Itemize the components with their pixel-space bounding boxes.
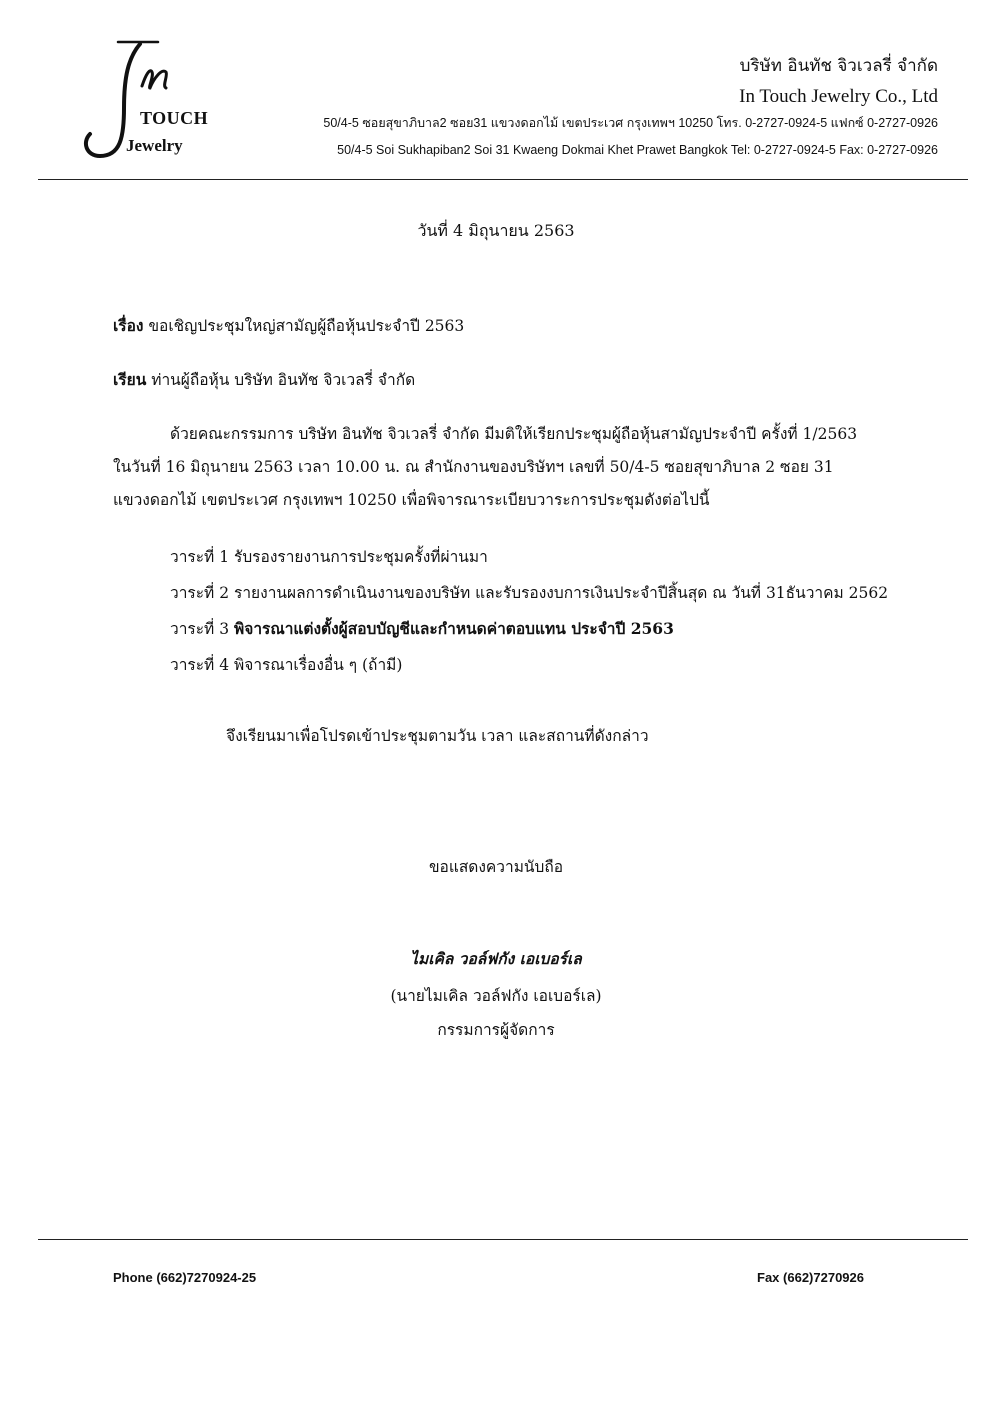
company-address-thai: 50/4-5 ซอยสุขาภิบาล2 ซอย31 แขวงดอกไม้ เขตประเวศ กรุงเทพฯ 10250 โทร. 0-2727-0924-5 แฟกซ์ 0-2727-0926 [323,116,938,130]
header-divider [38,179,968,180]
company-name-english: In Touch Jewelry Co., Ltd [739,86,938,107]
signature: ไมเคิล วอล์ฟกัง เอเบอร์เล [410,949,582,968]
closing-line: จึงเรียนมาเพื่อโปรดเข้าประชุมตามวัน เวลา และสถานที่ดังกล่าว [226,727,649,745]
agenda-text: พิจารณาเรื่องอื่น ๆ (ถ้ามี) [234,656,403,674]
company-name-thai: บริษัท อินทัช จิวเวลรี่ จำกัด [739,56,938,76]
footer-divider [38,1239,968,1240]
company-logo [78,38,228,163]
agenda-item [170,580,888,605]
agenda-item [170,652,402,677]
agenda-item [170,544,488,569]
letter-date: วันที่ 4 มิถุนายน 2563 [417,221,575,240]
invitation-paragraph [113,418,933,517]
subject-label: เรื่อง [113,316,144,335]
footer-phone: Phone (662)7270924-25 [113,1270,257,1285]
agenda-text: รับรองรายงานการประชุมครั้งที่ผ่านมา [234,548,488,566]
footer-fax: Fax (662)7270926 [757,1270,864,1285]
regards-text: ขอแสดงความนับถือ [428,858,564,876]
recipient-line [113,367,415,392]
subject-text: ขอเชิญประชุมใหญ่สามัญผู้ถือหุ้นประจำปี 2563 [148,317,465,335]
logo-jewelry-text: Jewelry [126,136,183,155]
signer-name: (นายไมเคิล วอล์ฟกัง เอเบอร์เล) [390,987,602,1005]
paragraph-line: ในวันที่ 16 มิถุนายน 2563 เวลา 10.00 น. ณ สำนักงานของบริษัทฯ เลขที่ 50/4-5 ซอยสุขาภิบาล 2 ซอย 31 [113,458,834,476]
recipient-text: ท่านผู้ถือหุ้น บริษัท อินทัช จิวเวลรี่ จำกัด [151,371,416,389]
agenda-number: วาระที่ 2 [170,584,230,602]
logo-touch-text: TOUCH [140,108,209,128]
agenda-item [170,616,674,641]
agenda-number: วาระที่ 4 [170,656,230,674]
agenda-text: พิจารณาแต่งตั้งผู้สอบบัญชีและกำหนดค่าตอบแทน ประจำปี 2563 [234,619,674,638]
agenda-number: วาระที่ 3 [170,620,230,638]
agenda-text: รายงานผลการดำเนินงานของบริษัท และรับรองงบการเงินประจำปีสิ้นสุด ณ วันที่ 31ธันวาคม 2562 [234,584,889,602]
paragraph-line: แขวงดอกไม้ เขตประเวศ กรุงเทพฯ 10250 เพื่อพิจารณาระเบียบวาระการประชุมดังต่อไปนี้ [113,491,710,509]
recipient-label: เรียน [113,370,147,389]
subject-line [113,313,464,338]
paragraph-line: ด้วยคณะกรรมการ บริษัท อินทัช จิวเวลรี่ จำกัด มีมติให้เรียกประชุมผู้ถือหุ้นสามัญประจำปี ครั้งที่ 1/2563 [170,425,858,443]
agenda-number: วาระที่ 1 [170,548,230,566]
signer-title: กรรมการผู้จัดการ [437,1021,555,1039]
company-address-english: 50/4-5 Soi Sukhapiban2 Soi 31 Kwaeng Dokmai Khet Prawet Bangkok Tel: 0-2727-0924-5 Fax: 0-2727-0926 [337,143,938,157]
